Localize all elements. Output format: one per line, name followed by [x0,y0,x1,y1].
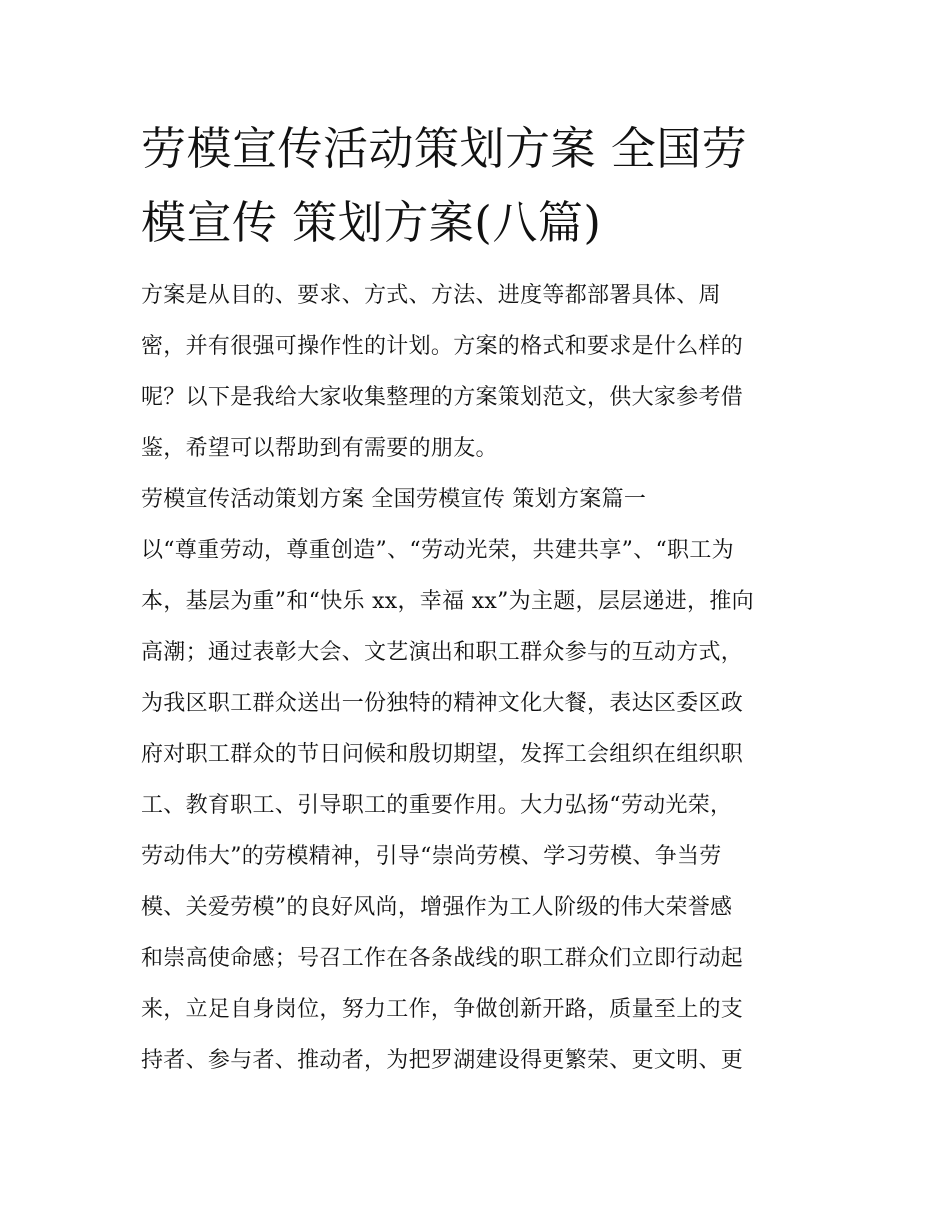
intro-line: 方案是从目的、要求、方式、方法、进度等都部署具体、周 [141,283,721,308]
intro-paragraph [141,270,816,474]
title-line: 模宣传 策划方案(八篇) [141,196,602,249]
intro-line: 鉴，希望可以帮助到有需要的朋友。 [141,436,498,461]
document-content [141,112,816,1086]
section-heading: 劳模宣传活动策划方案 全国劳模宣传 策划方案篇一 [141,487,647,512]
intro-line: 呢？以下是我给大家收集整理的方案策划范文，供大家参考借 [141,385,744,410]
intro-line: 密，并有很强可操作性的计划。方案的格式和要求是什么样的 [141,334,744,359]
body-line: 和崇高使命感；号召工作在各条战线的职工群众们立即行动起 [141,946,744,971]
body-line: 府对职工群众的节日问候和殷切期望，发挥工会组织在组织职 [141,742,744,767]
body-line: 工、教育职工、引导职工的重要作用。大力弘扬“劳动光荣， [141,793,733,818]
body-line: 来，立足自身岗位，努力工作，争做创新开路，质量至上的支 [141,997,744,1022]
body-line: 持者、参与者、推动者，为把罗湖建设得更繁荣、更文明、更 [141,1048,744,1073]
title-line: 劳模宣传活动策划方案 全国劳 [141,122,748,175]
body-line: 模、关爱劳模”的良好风尚，增强作为工人阶级的伟大荣誉感 [141,895,733,920]
body-line: 本，基层为重”和“快乐 xx，幸福 xx”为主题，层层递进，推向 [141,589,754,614]
body-line: 以“尊重劳动，尊重创造”、“劳动光荣，共建共享”、“职工为 [141,538,734,563]
body-line: 高潮；通过表彰大会、文艺演出和职工群众参与的互动方式， [141,640,744,665]
body-line: 劳动伟大”的劳模精神，引导“崇尚劳模、学习劳模、争当劳 [141,844,722,869]
body-line: 为我区职工群众送出一份独特的精神文化大餐，表达区委区政 [141,691,744,716]
body-paragraph [141,525,816,1086]
document-title [141,112,816,260]
